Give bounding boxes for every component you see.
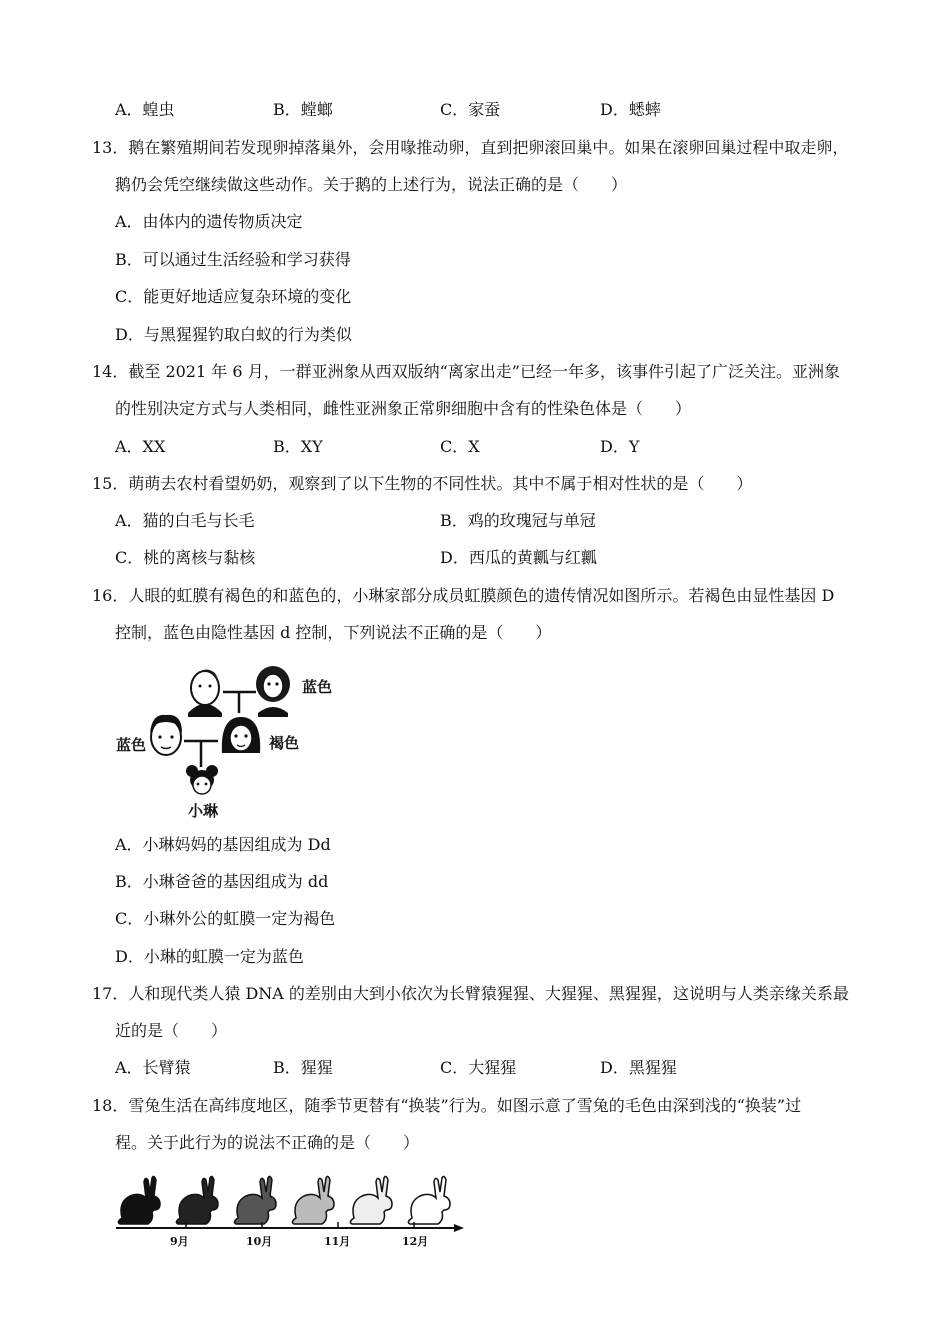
month-label-oct: 10月 [246,1235,273,1248]
q17-stem-line1: 17．人和现代类人猿 DNA 的差别由大到小依次为长臂猿猩猩、大猩猩、黑猩猩，这说明与人类亲缘关系最 [92,984,849,1003]
q17-option-b[interactable]: B．猩猩 [273,1058,333,1077]
q16-option-a[interactable]: A．小琳妈妈的基因组成为 Dd [115,835,331,854]
q13-option-c[interactable]: C．能更好地适应复杂环境的变化 [115,287,352,306]
label-grandmother-blue: 蓝色 [302,678,333,696]
q17-option-c[interactable]: C．大猩猩 [440,1058,517,1077]
q12-option-d[interactable]: D．蟋蟀 [600,100,661,119]
month-label-sep: 9月 [170,1235,189,1248]
q13-option-d[interactable]: D．与黑猩猩钓取白蚁的行为类似 [115,325,352,344]
q17-stem-line2: 近的是（ ） [115,1021,228,1040]
q16-stem-line2: 控制，蓝色由隐性基因 d 控制，下列说法不正确的是（ ） [115,623,552,642]
q18-stem-line1: 18．雪兔生活在高纬度地区，随季节更替有“换装”行为。如图示意了雪兔的毛色由深到浅的“换装”过 [92,1096,802,1115]
timeline-arrow-icon [454,1224,464,1232]
mother-portrait-icon [222,717,260,753]
q18-stem-line2: 程。关于此行为的说法不正确的是（ ） [115,1133,420,1152]
hare-4-light-icon [292,1176,334,1224]
q16-stem-line1: 16．人眼的虹膜有褐色的和蓝色的，小琳家部分成员虹膜颜色的遗传情况如图所示。若褐色由显性基因 D [92,586,835,605]
hare-3-mixed-icon [234,1176,276,1224]
label-mother-brown: 褐色 [269,734,300,752]
q12-option-b[interactable]: B．螳螂 [273,100,333,119]
child-portrait-icon [186,765,218,794]
q14-option-d[interactable]: D．Y [600,437,640,456]
q13-option-b[interactable]: B．可以通过生活经验和学习获得 [115,250,351,269]
q14-stem-line2: 的性别决定方式与人类相同，雌性亚洲象正常卵细胞中含有的性染色体是（ ） [115,399,692,418]
q13-option-a[interactable]: A．由体内的遗传物质决定 [115,212,303,231]
father-portrait-icon [150,715,182,755]
q14-option-c[interactable]: C．X [440,437,480,456]
hare-2-dark-icon [176,1176,218,1224]
q17-option-d[interactable]: D．黑猩猩 [600,1058,677,1077]
hare-figure [112,1170,472,1250]
q16-option-d[interactable]: D．小琳的虹膜一定为蓝色 [115,947,304,966]
q16-option-b[interactable]: B．小琳爸爸的基因组成为 dd [115,872,329,891]
q15-option-d[interactable]: D．西瓜的黄瓤与红瓤 [440,548,597,567]
q12-options [0,100,950,122]
q12-option-c[interactable]: C．家蚕 [440,100,501,119]
hare-5-white-icon [350,1176,392,1224]
q17-options [0,1058,950,1080]
grandfather-portrait-icon [188,669,222,717]
q17-option-a[interactable]: A．长臂猿 [115,1058,191,1077]
q15-option-a[interactable]: A．猫的白毛与长毛 [115,511,255,530]
q15-option-b[interactable]: B．鸡的玫瑰冠与单冠 [440,511,596,530]
hare-1-dark-icon [118,1176,160,1224]
label-father-blue: 蓝色 [116,736,147,754]
q15-option-c[interactable]: C．桃的离核与黏核 [115,548,256,567]
q15-stem-line1: 15．萌萌去农村看望奶奶，观察到了以下生物的不同性状。其中不属于相对性状的是（ ） [92,474,753,493]
q14-options [0,437,950,459]
grandmother-portrait-icon [256,666,290,717]
hare-6-white-icon [408,1176,450,1224]
q14-option-b[interactable]: B．XY [273,437,323,456]
q14-stem-line1: 14．截至 2021 年 6 月，一群亚洲象从西双版纳“离家出走”已经一年多，该事件引起了广泛关注。亚洲象 [92,362,840,381]
month-label-dec: 12月 [402,1235,429,1248]
pedigree-figure [108,655,348,825]
q14-option-a[interactable]: A．XX [115,437,166,456]
q12-option-a[interactable]: A．蝗虫 [115,100,175,119]
label-child: 小琳 [188,802,219,820]
q16-option-c[interactable]: C．小琳外公的虹膜一定为褐色 [115,909,336,928]
q13-stem-line1: 13．鹅在繁殖期间若发现卵掉落巢外，会用喙推动卵，直到把卵滚回巢中。如果在滚卵回巢过程中取走卵， [92,138,849,157]
month-label-nov: 11月 [324,1235,351,1248]
q13-stem-line2: 鹅仍会凭空继续做这些动作。关于鹅的上述行为，说法正确的是（ ） [115,175,628,194]
